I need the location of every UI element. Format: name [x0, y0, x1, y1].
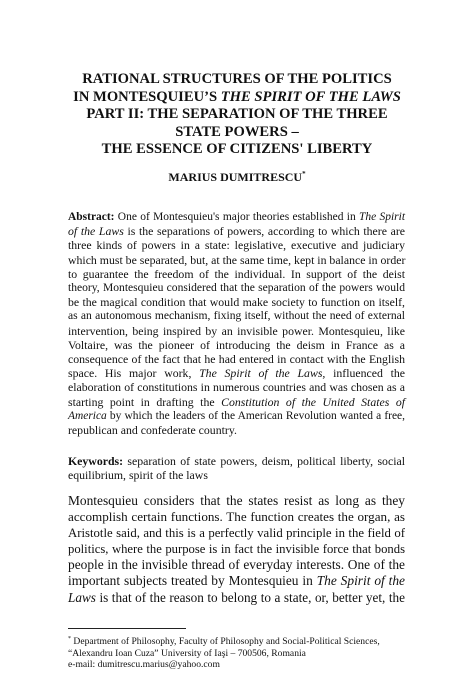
abstract-text: by which the leaders of the American Revolution wanted a free, — [106, 409, 405, 422]
footnote — [68, 634, 405, 671]
author-name-text: MARIUS DUMITRESCU — [168, 170, 303, 184]
abstract — [68, 210, 405, 437]
title-line-3: PART II: THE SEPARATION OF THE THREE — [86, 106, 388, 123]
abstract-text: is the separations of powers, according to which there are — [123, 224, 405, 239]
abstract-text: space. His major work, — [68, 366, 200, 381]
title-line-5: THE ESSENCE OF CITIZENS' LIBERTY — [101, 141, 373, 158]
abstract-line: theory, Montesquieu considered that the separation of the powers would — [68, 281, 405, 295]
abstract-line: be the magical condition that would make society to function on itself, — [68, 295, 405, 310]
author-name — [40, 170, 434, 185]
abstract-line: as an autonomous mechanism, fixing itself, without the need of external — [68, 309, 405, 323]
body-line: people in the invisible thread of everyday interests. One of the — [68, 557, 405, 573]
abstract-line: Voltaire, was the pioneer of introducing the deism in France as a — [68, 337, 405, 352]
abstract-line: elaboration of constitutions in numerous countries and was chosen as a — [68, 380, 405, 395]
title-line-2-text: IN MONTESQUIEU’S — [73, 88, 221, 105]
abstract-line: republican and confederate country. — [68, 423, 237, 438]
title-line-1: RATIONAL STRUCTURES OF THE POLITICS — [82, 71, 392, 87]
abstract-text: influenced the — [325, 366, 406, 381]
abstract-italic: America — [68, 409, 107, 422]
footnote-divider — [68, 628, 186, 629]
abstract-line — [68, 409, 405, 423]
abstract-line: consequence of the fact that he had entered in contact with the English — [68, 352, 405, 367]
keywords-line: equilibrium, spirit of the laws — [68, 468, 208, 483]
body-line — [68, 590, 405, 606]
footnote-text: Department of Philosophy, Faculty of Philosophy and Social-Political Sciences, — [71, 636, 380, 647]
footnote-line: “Alexandru Ioan Cuza” University of Iaşi – 700506, Romania — [68, 647, 306, 659]
abstract-line: to guarantee the freedom of the individual. In support of the deist — [68, 266, 405, 281]
abstract-line — [68, 366, 405, 380]
body-line: Aristotle said, and this is a perfectly valid principle in the field of — [68, 526, 405, 541]
keywords-text: separation of state powers, deism, political liberty, social — [123, 454, 405, 468]
abstract-line — [68, 395, 405, 409]
abstract-italic: Constitution of the United States of — [221, 394, 405, 409]
body-line: politics, where the purpose is in fact the invisible force that bonds — [68, 542, 405, 557]
abstract-line — [68, 224, 405, 238]
body-text: important subjects treated by Montesquieu in — [68, 573, 317, 589]
body-line: Montesquieu considers that the states resist as long as they — [68, 493, 405, 508]
body-line — [68, 573, 405, 589]
keywords-label: Keywords: — [68, 454, 124, 468]
keywords — [68, 454, 405, 482]
abstract-text: starting point in drafting the — [68, 394, 222, 409]
footnote-mark: * — [68, 636, 71, 642]
abstract-text: One of Montesquieu's major theories established in — [114, 211, 359, 223]
footnote-email: e-mail: dumitrescu.marius@yahoo.com — [68, 659, 220, 671]
body-line: accomplish certain functions. The function creates the organ, as — [68, 509, 405, 525]
abstract-line: intervention, being inspired by an invisible power. Montesquieu, like — [68, 323, 405, 338]
abstract-italic: The Spirit — [359, 211, 406, 223]
paper-title — [40, 71, 434, 159]
title-line-4: STATE POWERS – — [175, 123, 299, 140]
author-footnote-mark: * — [302, 170, 306, 178]
abstract-label: Abstract: — [68, 211, 115, 223]
body-italic: Laws — [68, 589, 96, 605]
body-italic: The Spirit of the — [316, 573, 405, 589]
abstract-line — [68, 210, 405, 224]
title-line-2 — [40, 89, 434, 107]
title-book-name: THE SPIRIT OF THE LAWS — [220, 88, 401, 105]
abstract-italic: The Spirit of the Laws, — [199, 366, 326, 381]
footnote-line — [68, 634, 405, 648]
abstract-italic: of the Laws — [68, 224, 124, 239]
abstract-line: three kinds of powers in a state: legislative, executive and judiciary — [68, 238, 405, 253]
keywords-line — [68, 454, 405, 468]
abstract-line: which must be separated, but, at the same time, kept in balance in order — [68, 252, 406, 267]
body-text: is that of the reason to belong to a state, or, better yet, the — [95, 589, 405, 605]
body-paragraph — [68, 493, 405, 606]
